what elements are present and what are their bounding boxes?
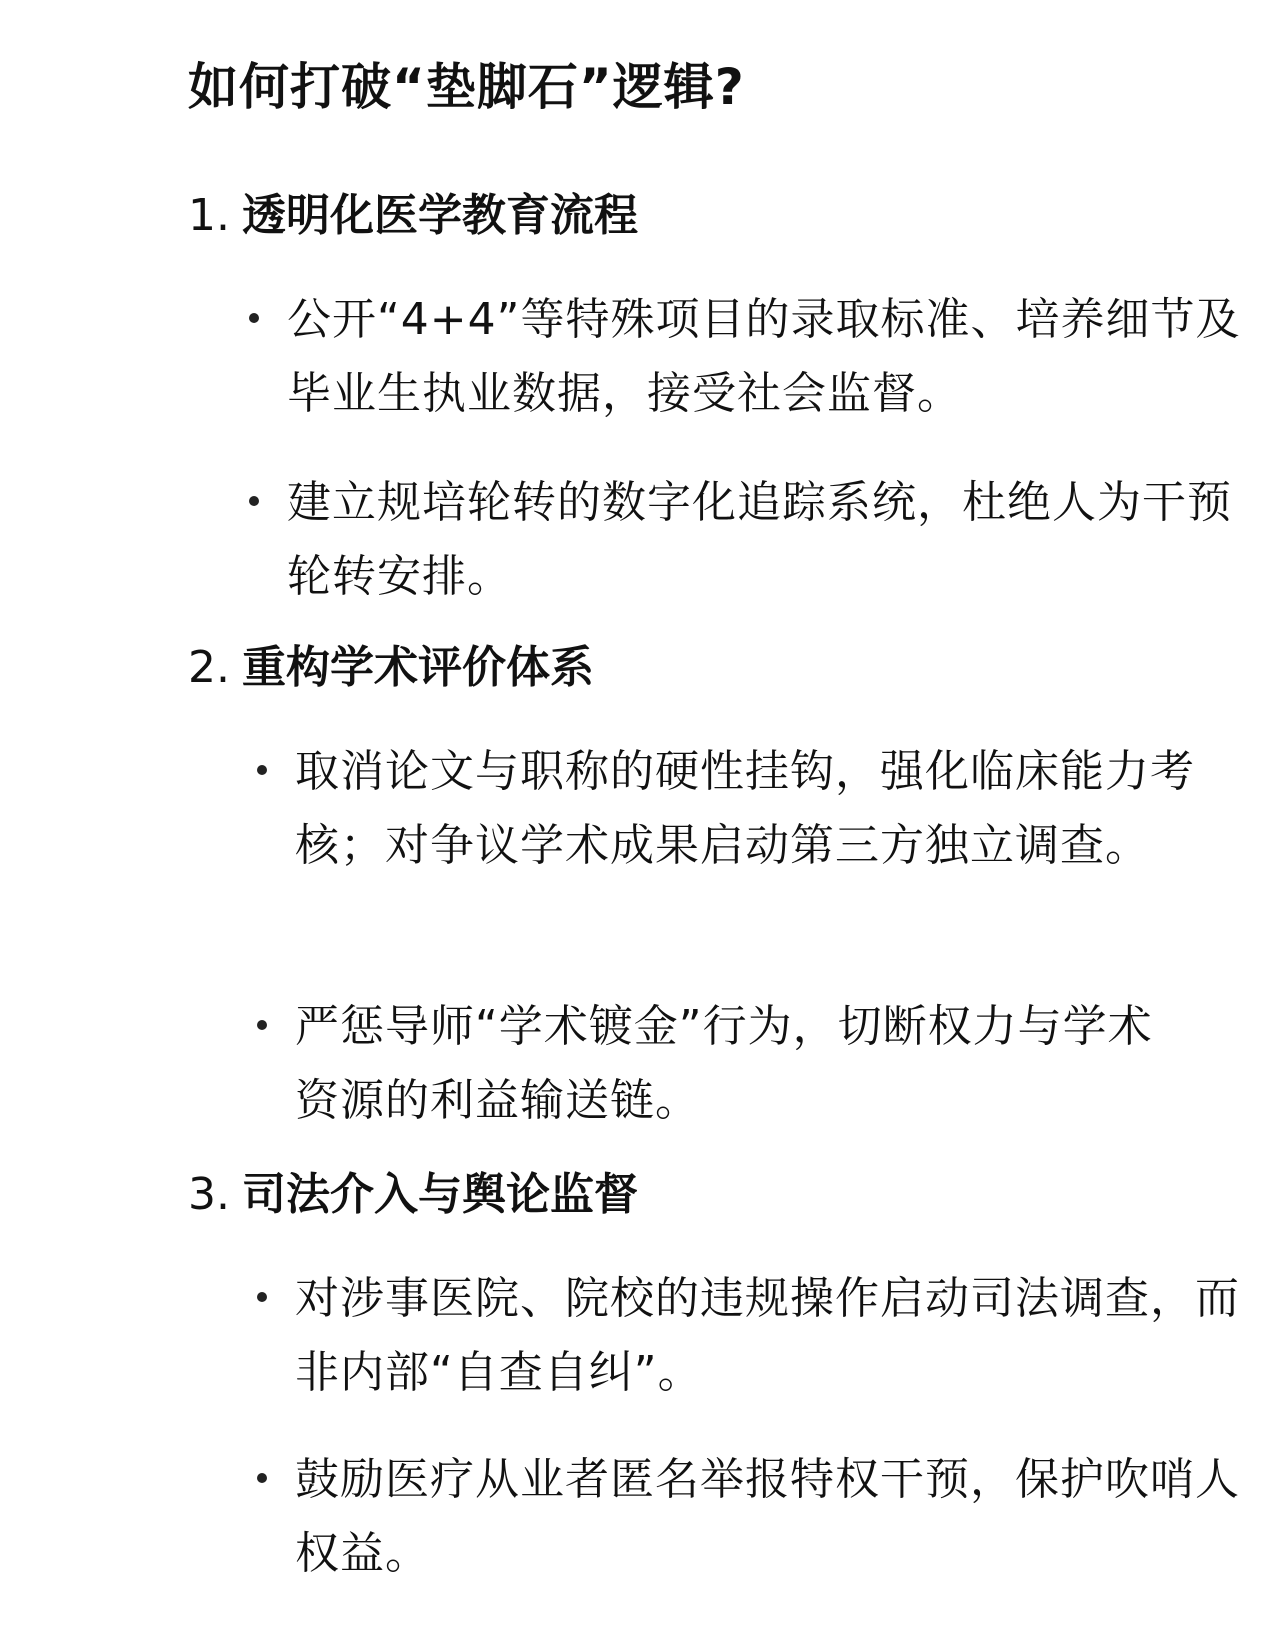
page-title: 如何打破“垫脚石”逻辑? — [188, 58, 745, 116]
list-item — [295, 990, 1195, 1138]
list-item — [295, 1262, 1259, 1410]
section-heading-2 — [188, 636, 594, 700]
section-heading-3 — [188, 1163, 638, 1227]
section-heading-text: 透明化医学教育流程 — [241, 190, 638, 241]
section-number: 2. — [188, 642, 230, 693]
list-item-text: 公开“4+4”等特殊项目的录取标准、培养细节及毕业生执业数据，接受社会监督。 — [287, 294, 1241, 419]
list-item — [295, 735, 1259, 883]
section-heading-1 — [188, 184, 638, 248]
bullet-dot-icon — [257, 1473, 267, 1483]
list-item-text: 取消论文与职称的硬性挂钩，强化临床能力考核；对争议学术成果启动第三方独立调查。 — [295, 746, 1195, 871]
list-item-text: 严惩导师“学术镀金”行为，切断权力与学术资源的利益输送链。 — [295, 1001, 1153, 1126]
bullet-dot-icon — [257, 1292, 267, 1302]
section-number: 1. — [188, 190, 230, 241]
bullet-dot-icon — [249, 496, 259, 506]
bullet-dot-icon — [249, 313, 259, 323]
list-item — [287, 283, 1257, 431]
list-item — [287, 466, 1257, 614]
section-heading-text: 重构学术评价体系 — [241, 642, 594, 693]
list-item — [295, 1443, 1259, 1591]
list-item-text: 建立规培轮转的数字化追踪系统，杜绝人为干预轮转安排。 — [287, 477, 1232, 602]
bullet-dot-icon — [257, 765, 267, 775]
list-item-text: 对涉事医院、院校的违规操作启动司法调查，而非内部“自查自纠”。 — [295, 1273, 1240, 1398]
section-heading-text: 司法介入与舆论监督 — [241, 1169, 638, 1220]
bullet-dot-icon — [257, 1020, 267, 1030]
list-item-text: 鼓励医疗从业者匿名举报特权干预，保护吹哨人权益。 — [295, 1454, 1240, 1579]
section-number: 3. — [188, 1169, 230, 1220]
